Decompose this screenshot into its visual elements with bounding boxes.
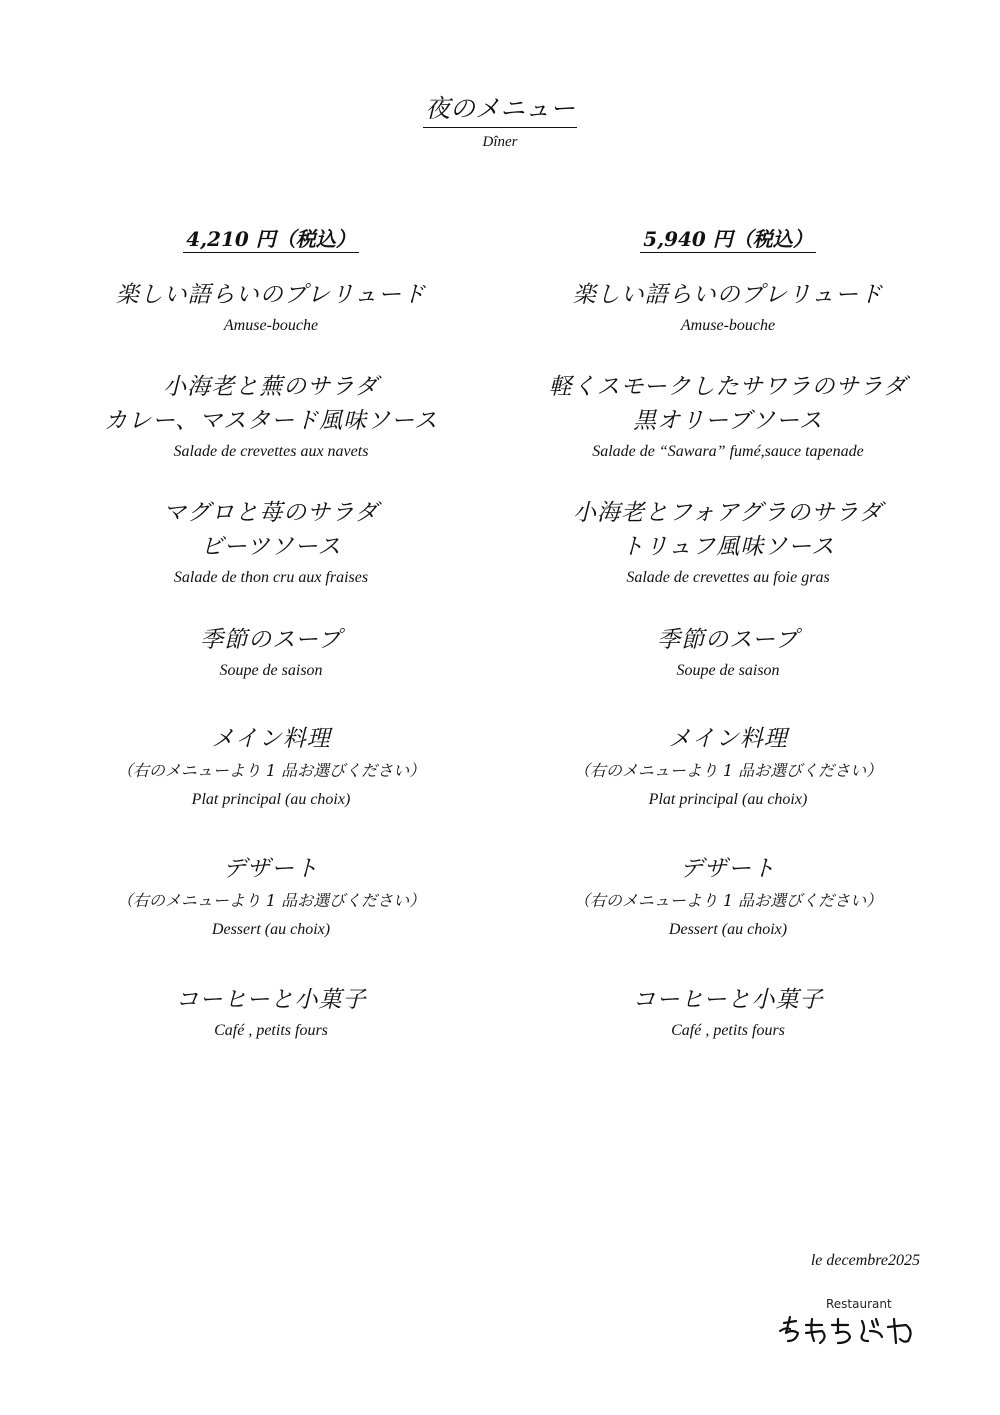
course-note: （右のメニューより 1 品お選びください）	[573, 891, 883, 910]
course-name-fr: Salade de crevettes aux navets	[173, 443, 369, 460]
course-salad-2	[51, 496, 491, 589]
course-name-jp: 軽くスモークしたサワラのサラダ	[548, 374, 908, 400]
course-name-fr: Soupe de saison	[676, 662, 780, 679]
menu-column-4210	[51, 226, 491, 1039]
course-name-jp: 季節のスープ	[657, 627, 799, 653]
course-salad-1	[508, 370, 948, 463]
course-name-fr: Soupe de saison	[219, 662, 323, 679]
menu-date: le decembre2025	[810, 1252, 920, 1269]
course-name-jp-line2: ビーツソース	[200, 534, 342, 560]
page-subtitle: Dîner	[482, 134, 518, 150]
course-main	[51, 722, 491, 811]
course-name-jp: 小海老と蕪のサラダ	[163, 374, 379, 400]
course-coffee	[51, 983, 491, 1042]
course-coffee	[508, 983, 948, 1042]
course-name-jp-line2: カレー、マスタード風味ソース	[104, 408, 438, 434]
course-name-jp: 季節のスープ	[200, 627, 342, 653]
course-name-fr: Café , petits fours	[671, 1022, 785, 1039]
course-name-fr: Café , petits fours	[214, 1022, 328, 1039]
course-name-jp: 楽しい語らいのプレリュード	[572, 282, 884, 308]
course-soup	[51, 623, 491, 682]
course-name-jp: デザート	[223, 856, 319, 882]
page-title: 夜のメニュー	[423, 92, 577, 128]
course-name-fr: Plat principal (au choix)	[191, 791, 351, 808]
course-name-jp: コーヒーと小菓子	[632, 987, 824, 1013]
logo-calligraphy-icon	[776, 1311, 926, 1351]
course-name-fr: Plat principal (au choix)	[648, 791, 808, 808]
logo-label: Restaurant	[826, 1297, 892, 1311]
course-note: （右のメニューより 1 品お選びください）	[573, 761, 883, 780]
menu-header	[0, 92, 1000, 151]
menu-column-5940	[508, 226, 948, 1039]
course-name-jp: デザート	[680, 856, 776, 882]
course-soup	[508, 623, 948, 682]
course-amuse	[508, 278, 948, 337]
course-name-fr: Amuse-bouche	[223, 317, 319, 334]
restaurant-logo	[776, 1297, 926, 1349]
course-name-fr: Salade de thon cru aux fraises	[173, 569, 369, 586]
course-name-fr: Dessert (au choix)	[211, 921, 331, 938]
course-note: （右のメニューより 1 品お選びください）	[116, 891, 426, 910]
course-salad-2	[508, 496, 948, 589]
course-dessert	[51, 852, 491, 941]
course-name-jp: 小海老とフォアグラのサラダ	[573, 500, 883, 526]
course-name-fr: Amuse-bouche	[680, 317, 776, 334]
course-name-jp: コーヒーと小菓子	[175, 987, 367, 1013]
course-name-fr: Salade de crevettes au foie gras	[626, 569, 830, 586]
course-name-jp: メイン料理	[668, 726, 788, 752]
course-name-jp-line2: 黒オリーブソース	[633, 408, 823, 434]
course-name-jp: メイン料理	[211, 726, 331, 752]
course-main	[508, 722, 948, 811]
course-dessert	[508, 852, 948, 941]
price-heading: 4,210 円（税込）	[183, 226, 359, 253]
course-name-fr: Dessert (au choix)	[668, 921, 788, 938]
price-heading: 5,940 円（税込）	[640, 226, 816, 253]
course-salad-1	[51, 370, 491, 463]
course-name-jp-line2: トリュフ風味ソース	[620, 534, 836, 560]
course-name-fr: Salade de “Sawara” fumé,sauce tapenade	[592, 443, 864, 460]
course-amuse	[51, 278, 491, 337]
course-note: （右のメニューより 1 品お選びください）	[116, 761, 426, 780]
course-name-jp: 楽しい語らいのプレリュード	[115, 282, 427, 308]
course-name-jp: マグロと苺のサラダ	[163, 500, 379, 526]
